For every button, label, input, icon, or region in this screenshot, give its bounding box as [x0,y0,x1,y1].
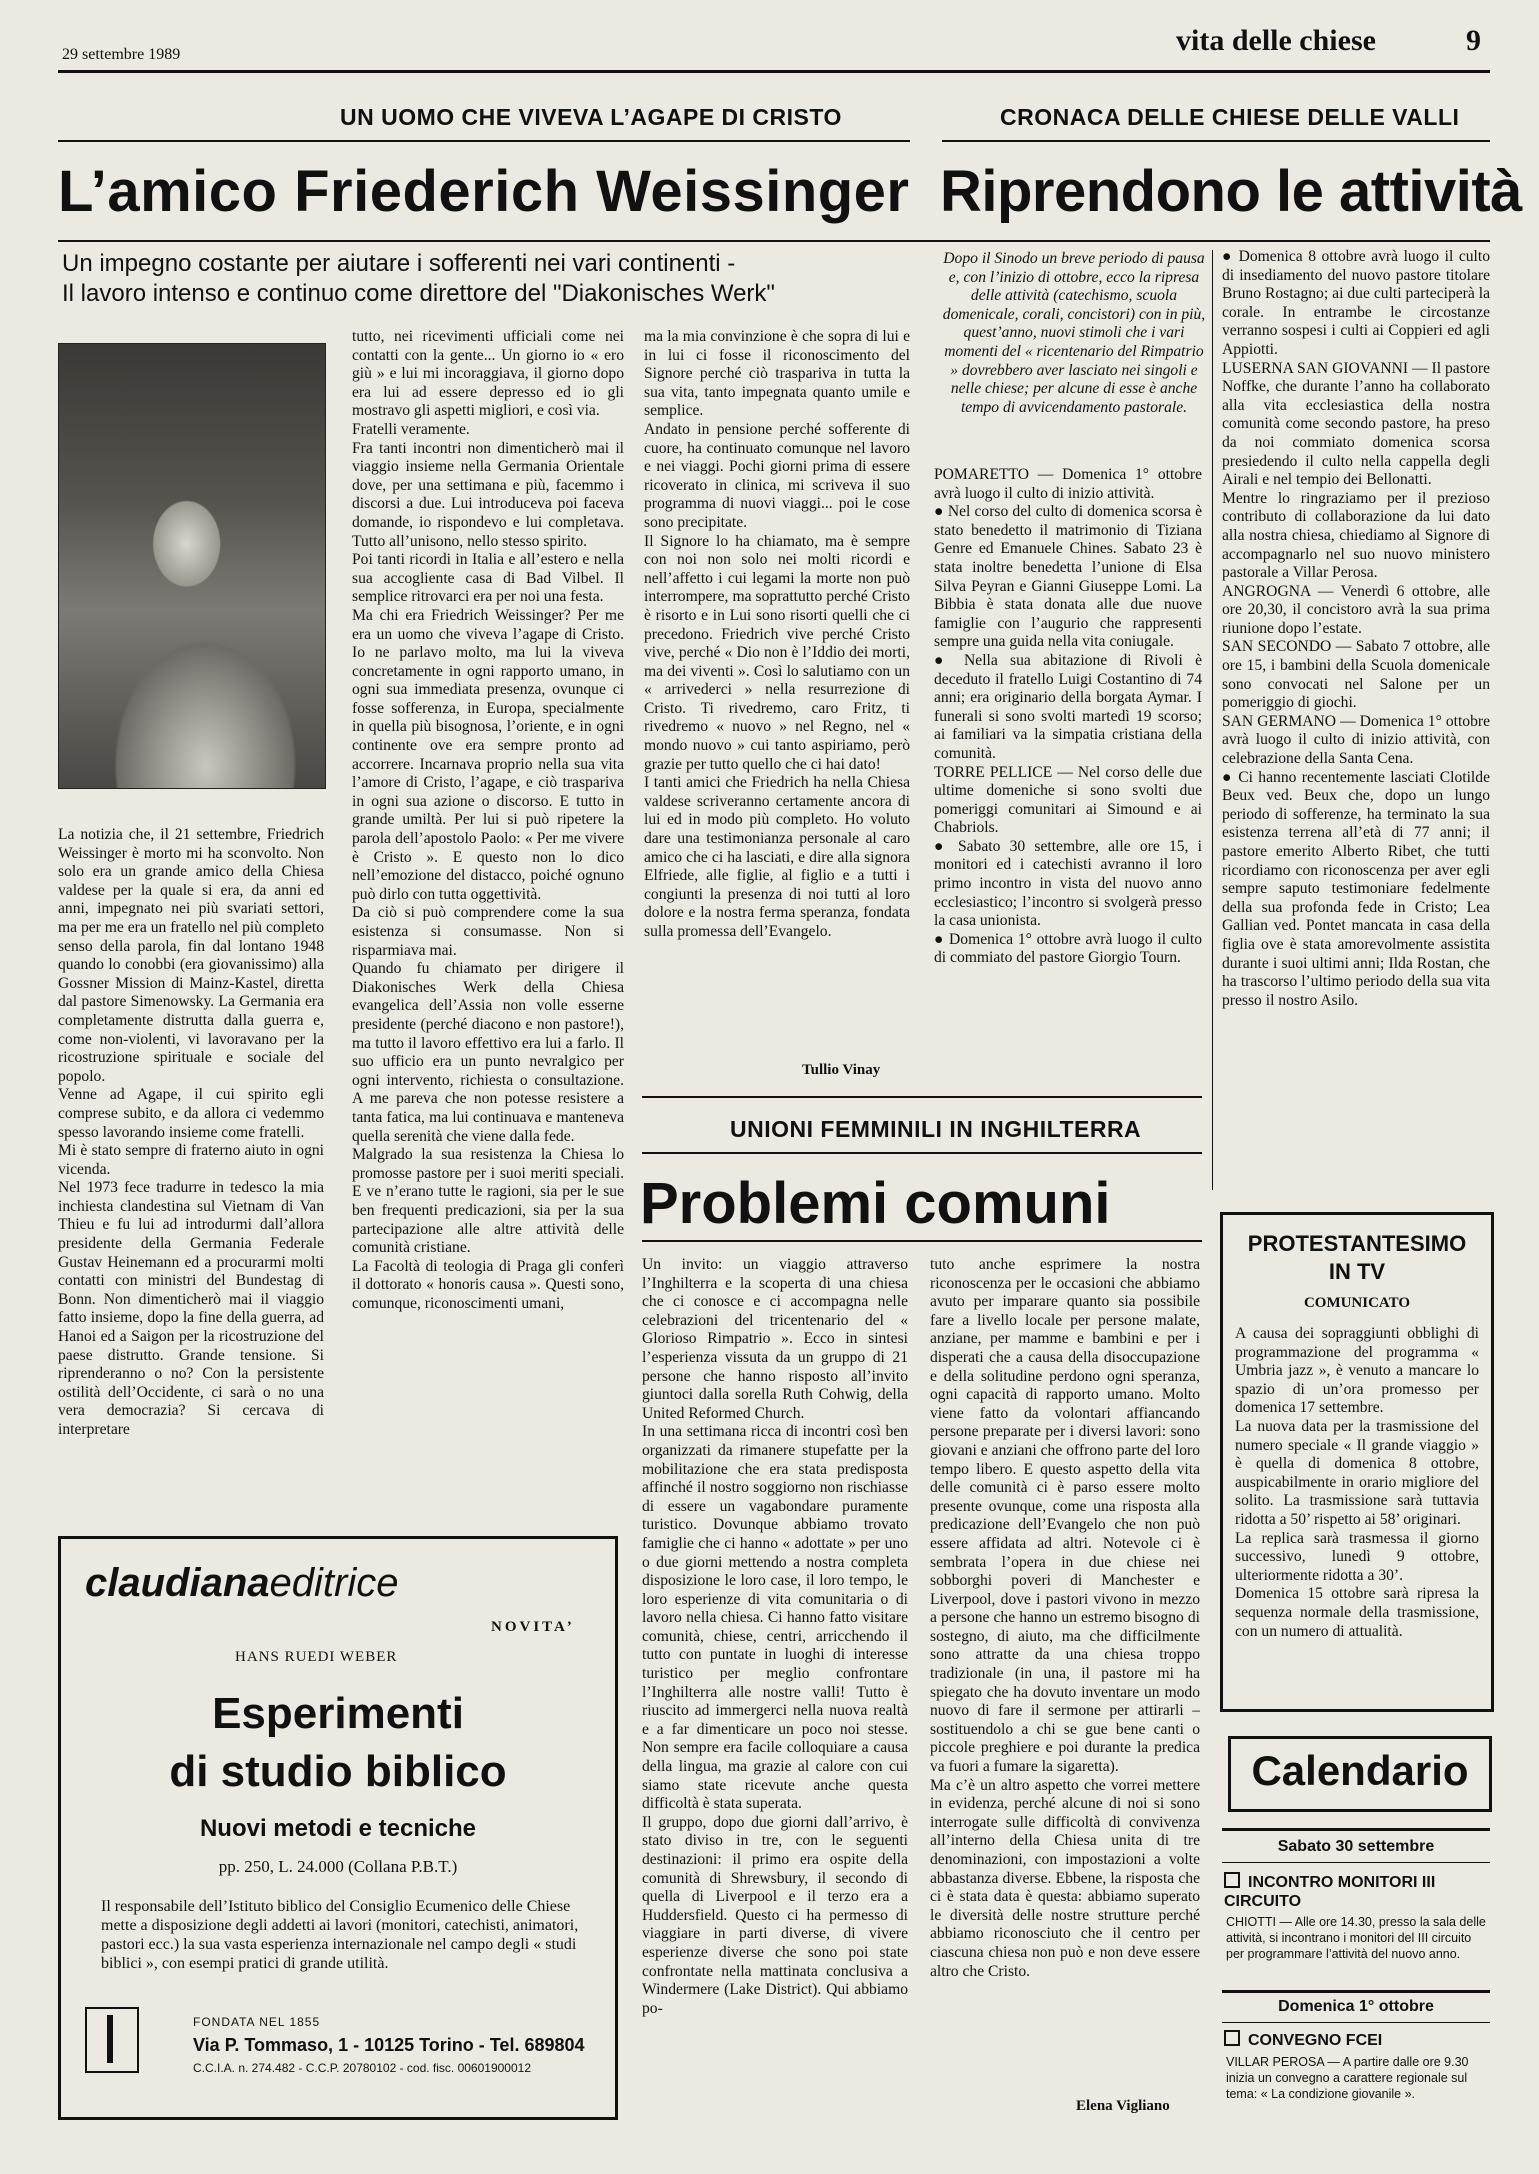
ad-badge: NOVITA’ [491,1619,575,1635]
article1-column-2 [352,328,624,1516]
ad-book-subtitle: Nuovi metodi e tecniche [199,1815,477,1842]
section-title: vita delle chiese [1176,24,1376,57]
tv-subtitle: COMUNICATO [1303,1295,1411,1311]
calendar-event-2-body: VILLAR PEROSA — A partire dalle ore 9.30 inizia un convegno a carattere regionale sul tema: « La condizione giovanile ». [1226,2055,1469,2101]
ad-publisher-bold: claudiana [85,1561,270,1605]
column-divider [1212,250,1213,1190]
ad-description: Il responsabile dell’Istituto biblico del Consiglio Ecumenico delle Chiese mette a disposizione degli addetti ai lavori (monitori, catechisti, animatori, pastori ecc.) la sua vasta esperienza internazionale nel campo degli « studi biblici », con esempi pratici di grande utilità. [101,1898,579,1972]
article3-top-rule [642,1096,1202,1098]
kicker-rule-right [942,140,1490,142]
issue-date: 29 settembre 1989 [62,46,181,63]
ad-book-details: pp. 250, L. 24.000 (Collana P.B.T.) [218,1857,458,1876]
calendar-rule-4 [1222,2022,1490,2023]
ad-address: Via P. Tommaso, 1 - 10125 Torino - Tel. 689804 [193,2035,585,2055]
checkbox-icon [1224,1872,1240,1888]
ad-registry: C.C.I.A. n. 274.482 - C.C.P. 20780102 - cod. fisc. 00601900012 [193,2061,531,2075]
portrait-photo [58,343,326,789]
calendar-event-1-body: CHIOTTI — Alle ore 14.30, presso la sala delle attività, si incontrano i monitori del III circuito per programmare l’attività del nuovo anno. [1226,1915,1486,1961]
article3-title: Problemi comuni [640,1171,1111,1236]
article1-kicker: UN UOMO CHE VIVEVA L’AGAPE DI CRISTO [340,104,842,130]
tv-body-text: A causa dei sopraggiunti obblighi di programmazione del programma « Umbria jazz », è venuto a mancare lo spazio di un’ora promesso per domenica 17 settembre. La nuova data per la trasmissione del numero speciale « Il grande viaggio » è quella di domenica 8 ottobre, auspicabilmente in orario migliore del solito. La trasmissione sarà tuttavia ridotta a 50’ rispetto ai 58’ originari. La replica sarà trasmessa il giorno successivo, lunedì 9 ottobre, ulteriormente ridotta a 30’. Domenica 15 ottobre sarà ripresa la sequenza normale della trasmissione, con un numero di attualità. [1235,1325,1479,1640]
header-rule [58,70,1490,73]
calendar-event-1-title [1224,1872,1488,1911]
page-number: 9 [1466,24,1481,57]
calendar-rule-1 [1222,1828,1490,1831]
ad-logo-pen-icon [107,2015,113,2063]
article1-text-3: ma la mia convinzione è che sopra di lui e in lui ci fosse il riconoscimento del Signore perché ciò traspariva in tutta la sua vita, tanto impegnata quanto umile e semplice. Andato in pensione perché sofferente di cuore, ha continuato comunque nel lavoro e nei viaggi. Pochi giorni prima di essere ricoverato in clinica, mi scriveva il suo programma di nuovi viaggi... poi le cose sono precipitate. Il Signore lo ha chiamato, ma è sempre con noi non solo nei molti ricordi e nell’affetto i cui legami la morte non può interrompere, ma soprattutto perché Cristo è risorto e in Lui sono risorti quelli che ci precedono. Friedrich vive perché Cristo vive, perché « Dio non è l’Iddio dei morti, ma dei viventi ». Così lo salutiamo con un « arrivederci » nella resurrezione di Cristo. Ti rivedremo, caro Fritz, ti rivedremo « nuovo » nel Regno, nel « mondo nuovo » cui tanto aspiriamo, però grazie per tutto quello che ci hai dato! I tanti amici che Friedrich ha nella Chiesa valdese scriveranno certamente ancora di lui ed in modo più completo. Ho voluto dare una testimonianza personale al caro amico che ci ha lasciati, e dire alla signora Elfriede, alle figlie, al figlio e a tutti i congiunti la presenza di noi tutti al loro dolore e la nostra ferma speranza, fondata sulla promessa dell’Evangelo. [644,328,910,940]
article1-author: Tullio Vinay [802,1062,881,1078]
calendar-event-1-title-text: INCONTRO MONITORI III CIRCUITO [1224,1874,1436,1910]
ad-publisher-logo [85,1561,398,1606]
article1-text-1: La notizia che, il 21 settembre, Friedrich Weissinger è morto mi ha sconvolto. Non solo era un grande amico della Chiesa valdese per la quale si era, da anni ed anni, impegnato nei più svariati settori, ma per me era un fratello nel più completo senso della parola, fin dal lontano 1948 quando lo conobbi (era giovanissimo) alla Gossner Mission di Mainz-Kastel, diretta dal pastore Simenowsky. La Germania era completamente distrutta dalla guerra e, come non-violenti, vi lavoravano per la ricostruzione spirituale e sociale del popolo. Venne ad Agape, il cui spirito egli comprese subito, e da allora ci vedemmo spesso lavorando insieme come fratelli. Mi è stato sempre di fraterno aiuto in ogni vicenda. Nel 1973 fece tradurre in tedesco la mia inchiesta clandestina sul Vietnam di Van Thieu e fu lui ad introdurmi dall’allora presidente della Germania Federale Gustav Heinemann ed a procurarmi molti contatti con ministri del Bundestag di Bonn. Non dimenticherò mai il viaggio fatto insieme, dopo la fine della guerra, ad Hanoi ed a Saigon per la ricostruzione del paese distrutto. Grande tensione. Si riprenderanno o no? Con la persistente ostilità dell’Occidente, ci sarà o no una vera democrazia? Si cercava di interpretare [58,826,324,1438]
calendar-rule-3 [1222,1990,1490,1993]
article1-subtitle-1: Un impegno costante per aiutare i sofferenti nei vari continenti - [62,250,736,277]
kicker-rule-left [58,140,910,142]
article2-column-2 [1222,248,1490,1194]
title-rule [58,240,1490,242]
article2-intro [942,250,1206,450]
calendar-title-box [1228,1736,1492,1812]
claudiana-ad [58,1536,618,2120]
checkbox-icon [1224,2030,1240,2046]
tv-box [1220,1212,1494,1712]
article2-intro-text: Dopo il Sinodo un breve periodo di pausa e, con l’inizio di ottobre, ecco la ripresa delle attività (catechismo, scuola domenicale, corali, concistori) con in più, quest’anno, nuovi stimoli che i vari momenti del « ricentenario del Rimpatrio » dovrebbero aver lasciato nei singoli e nelle chiese; per alcune di esse è anche tempo di avvicendamento pastorale. [942,250,1206,416]
article3-text-1: Un invito: un viaggio attraverso l’Inghilterra e la scoperta di una chiesa che ci conosce e ci accompagna nelle celebrazioni del tricentenario del « Glorioso Rimpatrio ». Ecco in sintesi l’esperienza vissuta da un gruppo di 21 persone che hanno risposto all’invito giuntoci dalla sorella Ruth Cohwig, della United Reformed Church. In una settimana ricca di incontri così ben organizzati da rimanere stupefatte per la mobilitazione che era stata predisposta affinché il nostro soggiorno non rischiasse di essere un vagabondare puramente turistico. Dovunque abbiamo trovato famiglie che ci hanno « adottate » per uno o due giorni mettendo a nostra completa disposizione le loro case, il loro tempo, le loro esperienze di vita comunitaria o di lavoro nella chiesa. Ci hanno fatto visitare comunità, chiese, centri, arricchendo il tutto con puntate in luoghi di interesse turistico per meglio confrontare l’Inghilterra alle nostre valli! Tutto è riuscito ad immergerci nella nuova realtà e a far dimenticare un poco noi stesse. Non sempre era facile colloquiare a causa della lingua, ma grazie al calore con cui siamo state ricevute anche questa difficoltà è stata superata. Il gruppo, dopo due giorni dall’arrivo, è stato diviso in tre, con le seguenti destinazioni: il primo era ospite della comunità di Shrewsbury, il secondo di quella di Liverpool e il terzo era a Huddersfield. Questo ci ha permesso di viaggiare in parti diverse, di vivere esperienze diverse che sono poi state confrontate nella mattinata conclusiva a Windermere (Lake District). Qui abbiamo po- [642,1256,908,2017]
article2-text-1: POMARETTO — Domenica 1° ottobre avrà luogo il culto di inizio attività. ● Nel corso del culto di domenica scorsa è stato benedetto il matrimonio di Tiziana Genre ed Emanuele Chines. Sabato 23 è stata inoltre benedetta l’unione di Elsa Silva Peyran e Gianni Giuseppe Lomi. La Bibbia è stata donata alle due nuove famiglie con l’augurio che rappresenti sempre una guida nella vita coniugale. ● Nella sua abitazione di Rivoli è deceduto il fratello Luigi Costantino di 74 anni; era originario della borgata Aymar. I funerali si sono svolti martedì 19 scorso; ai familiari va la simpatia cristiana della comunità. TORRE PELLICE — Nel corso delle due ultime domeniche si sono svolti due pomeriggi comunitari ai Simound e ai Chabriols. ● Sabato 30 settembre, alle ore 15, i monitori ed i catechisti avranno il loro primo incontro in vista del nuovo anno ecclesiastico; l’incontro si svolgerà presso la casa unionista. ● Domenica 1° ottobre avrà luogo il culto di commiato del pastore Giorgio Tourn. [934,466,1202,967]
article2-text-2: ● Domenica 8 ottobre avrà luogo il culto di insediamento del nuovo pastore titolare Bruno Rostagno; ai due culti parteciperà la corale. In entrambe le circostanze verranno sospesi i culti ai Coppieri ed agli Appiotti. LUSERNA SAN GIOVANNI — Il pastore Noffke, che durante l’anno ha collaborato alla vita ecclesiastica della nostra comunità come secondo pastore, ha preso da noi commiato domenica scorsa presiedendo il culto nella cappella degli Airali e nel tempio dei Bellonatti. Mentre lo ringraziamo per il prezioso contributo di collaborazione da lui dato alla nostra chiesa, chiediamo al Signore di accompagnarlo nel suo nuovo ministero pastorale a Villar Perosa. ANGROGNA — Venerdì 6 ottobre, alle ore 20,30, il concistoro avrà la sua prima riunione dopo l’estate. SAN SECONDO — Sabato 7 ottobre, alle ore 15, i bambini della Scuola domenicale sono convocati nel Salone per un pomeriggio di giochi. SAN GERMANO — Domenica 1° ottobre avrà luogo il culto di inizio attività, con celebrazione della Santa Cena. ● Ci hanno recentemente lasciati Clotilde Beux ved. Beux che, dopo un lungo periodo di sofferenze, ha terminato la sua esistenza terrena all’età di 77 anni; il pastore emerito Alberto Ribet, che tutti ricordiamo con riconoscenza per aver egli sempre saputo testimoniare fedelmente della sua profonda fede in Cristo; Lea Gallian ved. Pontet mancata in casa della figlia ove è stata amorevolmente assistita durante i suoi ultimi anni; Ilda Rostan, che ha trascorso l’ultimo periodo della sua vita presso il nostro Asilo. [1222,248,1490,1009]
article1-column-3 [644,328,910,1060]
calendar-event-2-title-text: CONVEGNO FCEI [1248,2032,1383,2049]
calendar-date-2: Domenica 1° ottobre [1278,1998,1434,2015]
calendar-date-1: Sabato 30 settembre [1277,1838,1435,1855]
article2-kicker: CRONACA DELLE CHIESE DELLE VALLI [1000,104,1460,130]
article2-column-1 [934,466,1202,1078]
calendar-title: Calendario [1251,1747,1469,1794]
article3-kicker: UNIONI FEMMINILI IN INGHILTERRA [730,1116,1142,1142]
calendar-rule-2 [1222,1862,1490,1863]
ad-founded: FONDATA NEL 1855 [193,2015,321,2029]
article1-subtitle-2: Il lavoro intenso e continuo come direttore del "Diakonisches Werk" [62,280,775,307]
ad-publisher-light: editrice [269,1561,399,1605]
article3-title-rule [642,1240,1202,1242]
tv-body [1235,1325,1479,1699]
article1-column-1 [58,826,324,1516]
article1-text-2: tutto, nei ricevimenti ufficiali come nei contatti con la gente... Un giorno io « ero giù » e lui mi incoraggiava, il giorno dopo era lui ad essere depresso ed io gli mostravo gli aspetti migliori, e così via. Fratelli veramente. Fra tanti incontri non dimenticherò mai il viaggio insieme nella Germania Orientale dove, per una settimana e più, facemmo i discorsi a due. Lui introduceva poi faceva domande, io rispondevo e lui completava. Tutto all’unisono, nello stesso spirito. Poi tanti ricordi in Italia e all’estero e nella sua accogliente casa di Bad Vilbel. Il semplice ritrovarci era per noi una festa. Ma chi era Friedrich Weissinger? Per me era un uomo che viveva l’agape di Cristo. Io ne parlavo molto, ma lui la viveva concretamente in ogni rapporto umano, in ogni sua immediata presenza, ovunque ci fosse sofferenza, in Europa, specialmente in quella più bisognosa, l’oriente, e in ogni continente ove era sempre pronto ad accorrere. Incarnava proprio nella sua vita l’amore di Cristo, l’agape, e ciò traspariva in ogni sua azione o discorso. E tutto in grande umiltà. Per lui si può ripetere la parola dell’apostolo Paolo: « Per me vivere è Cristo ». E questo non lo dico nell’emozione del distacco, poiché ognuno può dirlo con tutta oggettività. Da ciò si può comprendere come la sua esistenza si consumasse. Non si risparmiava mai. Quando fu chiamato per dirigere il Diakonisches Werk della Chiesa evangelica dell’Assia non volle esserne presidente (perché diacono e non pastore!), ma tutto il lavoro effettivo era lui a farlo. Il suo ufficio era un punto nevralgico per ogni intervento, richiesta o consultazione. A me pareva che non potesse resistere a tanta fatica, ma lui continuava e manteneva quella serenità che viene dalla fede. Malgrado la sua resistenza la Chiesa lo promosse pastore per i suoi meriti speciali. E ve n’erano tutte le ragioni, sia per le sue ben frequenti predicazioni, sia per la sua partecipazione alle altre attività delle comunità cristiane. La Facoltà di teologia di Praga gli conferì il dottorato « honoris causa ». Questi sono, comunque, riconoscimenti umani, [352,328,624,1312]
calendar-event-2-title [1224,2030,1488,2050]
article3-column-1 [642,1256,908,2114]
ad-book-title-2: di studio biblico [169,1747,507,1796]
article2-title: Riprendono le attività [940,159,1522,224]
article3-column-2 [930,1256,1200,2096]
tv-title-2: IN TV [1328,1259,1386,1284]
article3-kicker-rule [642,1152,1202,1154]
ad-logo-icon [85,2007,139,2073]
ad-book-title-1: Esperimenti [212,1689,464,1738]
article3-text-2: tuto anche esprimere la nostra riconoscenza per le occasioni che abbiamo avuto per imparare quanto sia possibile fare a livello locale per persone malate, anziane, per mamme e bambini e per i disperati che a causa della disoccupazione e della solitudine perdono ogni speranza, ogni capacità di rapporto umano. Molto viene fatto da volontari affiancando persone preparate per i diversi lavori: sono giovani e anziani che offrono parte del loro tempo libero. E questo aspetto della vita delle comunità ci è parso essere molto presente ovunque, come una risposta alla predicazione dell’Evangelo che non può essere affidata ad altri. Notevole ci è sembrata l’opera in due chiese nei sobborghi poveri di Manchester e Liverpool, dove i pastori vivono in mezzo a persone che hanno un estremo bisogno di sostegno, di aiuto, ma che difficilmente sono attratte da una chiesa troppo tradizionale (in una, il pastore mi ha spiegato che ha dovuto inventare un modo nuovo di fare il sermone per attirarli – sostituendolo a chi se gue bene canti o piccole preghiere e poi durante la predica va fuori a fumare la sigaretta). Ma c’è un altro aspetto che vorrei mettere in evidenza, perché alcune di noi si sono interrogate sulle difficoltà di convivenza all’interno della Chiesa unita di tre denominazioni, con impostazioni a volte abbastanza diverse. Ebbene, la risposta che ci è stata data è questa: abbiamo superato le diversità delle nostre strutture perché abbiamo riconosciuto che il centro per ciascuna chiesa non può e non deve essere altro che Cristo. [930,1256,1200,1980]
article1-title: L’amico Friederich Weissinger [58,159,910,224]
article3-author: Elena Vigliano [1076,2098,1170,2114]
tv-title-1: PROTESTANTESIMO [1247,1231,1467,1256]
ad-author: HANS RUEDI WEBER [235,1649,398,1665]
